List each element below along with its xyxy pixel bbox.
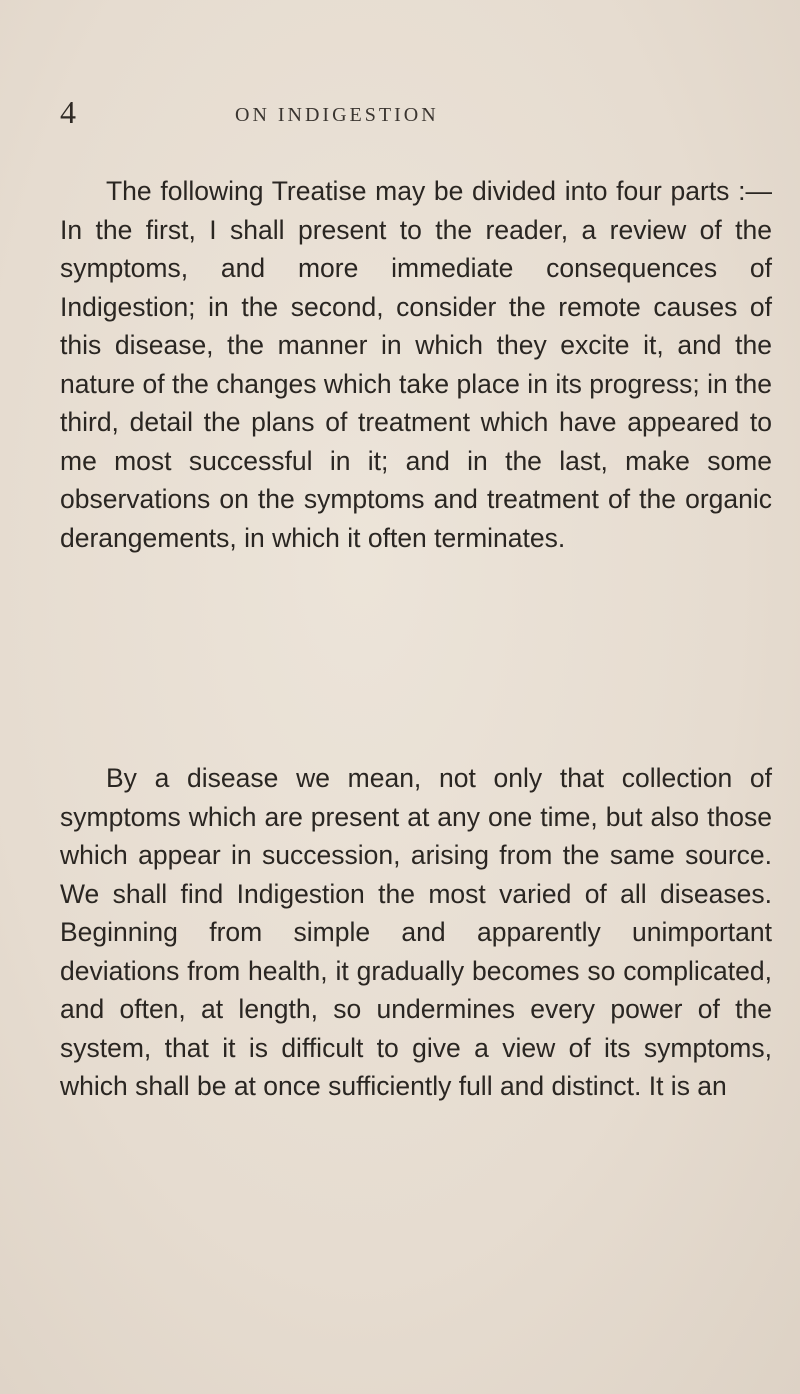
paragraph-text: By a disease we mean, not only that collection of symptoms which are present at any one time, but also those which appear in succession, arising from the same source. We shall find Indigestion the most varied of all diseases. Beginning from simple and apparently unimportant deviations from health, it gradually becomes so complicated, and often, at length, so undermines every power of the system, that it is difficult to give a view of its symptoms, which shall be at once sufficiently full and distinct. It is an bbox=[60, 763, 772, 1101]
page-header bbox=[0, 92, 800, 132]
running-title: ON INDIGESTION bbox=[235, 104, 439, 126]
body-paragraph-2 bbox=[60, 759, 772, 1106]
page-number: 4 bbox=[60, 94, 76, 130]
paragraph-text: The following Treatise may be divided into four parts :—In the first, I shall present to the reader, a review of the symptoms, and more immediate consequences of Indigestion; in the second, consider the remote causes of this disease, the manner in which they excite it, and the nature of the changes which take place in its progress; in the third, detail the plans of treatment which have appeared to me most successful in it; and in the last, make some observations on the symptoms and treatment of the organic derangements, in which it often terminates. bbox=[60, 176, 772, 553]
body-paragraph-1 bbox=[60, 172, 772, 557]
